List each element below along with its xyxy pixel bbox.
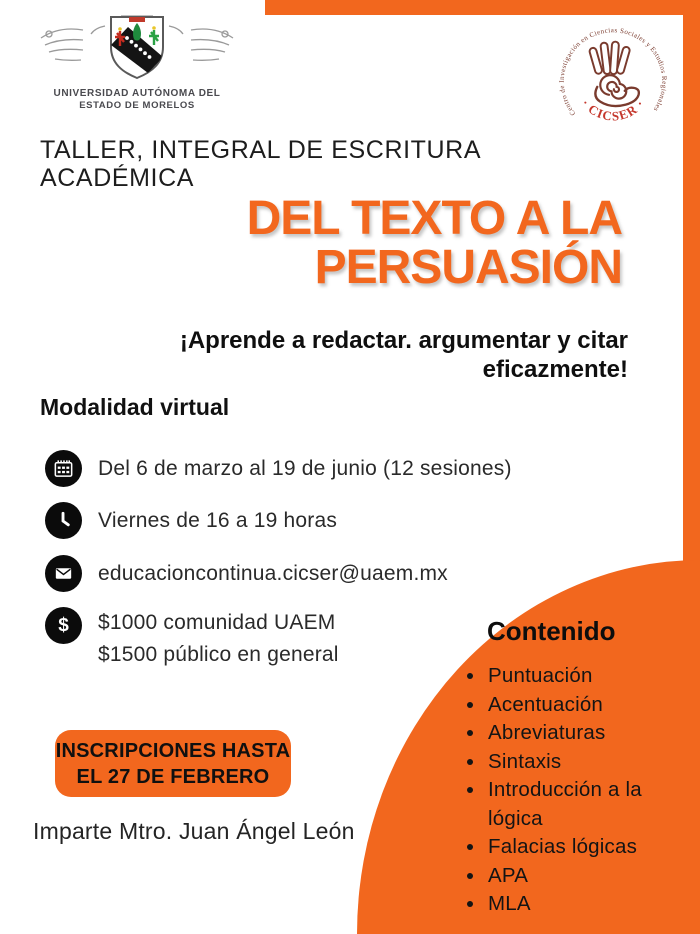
instructor-credit: Imparte Mtro. Juan Ángel León	[33, 818, 355, 844]
info-row-dates	[45, 450, 512, 487]
main-title	[247, 194, 622, 292]
content-heading: Contenido	[487, 616, 616, 646]
main-title-line2: PERSUASIÓN	[314, 241, 622, 294]
cta-line2: EL 27 DE FEBRERO	[76, 765, 270, 788]
info-row-price	[45, 607, 339, 671]
tagline	[180, 326, 628, 384]
price-text	[98, 607, 339, 671]
uaem-name-line1: UNIVERSIDAD AUTÓNOMA DEL	[53, 88, 221, 99]
kicker-line2: ACADÉMICA	[40, 164, 195, 192]
modality-label: Modalidad virtual	[40, 394, 230, 420]
info-row-email	[45, 555, 448, 592]
top-orange-strip	[265, 0, 700, 15]
cicser-ring-text: Centro de Investigación en Ciencias Sociales y Estudios Regionales	[557, 26, 669, 118]
calendar-icon	[45, 450, 82, 487]
content-list	[468, 662, 700, 919]
kicker-line1: TALLER, INTEGRAL DE ESCRITURA	[40, 136, 482, 164]
list-item: • Falacias lógicas	[486, 833, 700, 862]
list-item: • Introducción a la lógica	[486, 776, 700, 833]
svg-text:· CICSER ·	[578, 97, 647, 124]
right-orange-strip	[683, 0, 700, 575]
tagline-line1: ¡Aprende a redactar. argumentar y citar	[179, 327, 628, 354]
list-item: • Acentuación	[486, 691, 700, 720]
tagline-line2: eficazmente!	[482, 356, 628, 383]
list-item: • APA	[486, 862, 700, 891]
list-item: • Abreviaturas	[486, 719, 700, 748]
workshop-kicker	[40, 136, 481, 192]
uaem-name-line2: ESTADO DE MORELOS	[79, 100, 195, 111]
uaem-name	[35, 88, 239, 112]
uaem-crest-icon	[35, 12, 239, 86]
cicser-logo	[552, 20, 674, 142]
info-row-schedule	[45, 502, 337, 539]
hand-spiral-icon	[589, 41, 639, 106]
cicser-acronym: · CICSER ·	[578, 96, 648, 124]
cicser-seal-icon	[552, 20, 674, 142]
cta-line1: INSCRIPCIONES HASTA	[55, 739, 291, 762]
email-text[interactable]: educacioncontinua.cicser@uaem.mx	[98, 561, 448, 585]
uaem-logo	[35, 12, 239, 112]
list-item: • MLA	[486, 890, 700, 919]
main-title-line1: DEL TEXTO A LA	[246, 192, 622, 245]
price-icon	[45, 607, 82, 644]
list-item: • Sintaxis	[486, 748, 700, 777]
cta-button[interactable]	[55, 730, 291, 797]
price-line1: $1000 comunidad UAEM	[98, 611, 336, 634]
dollar-symbol: $	[58, 615, 69, 636]
price-line2: $1500 público en general	[98, 643, 339, 666]
dates-text: Del 6 de marzo al 19 de junio (12 sesiones)	[98, 456, 512, 480]
clock-icon	[45, 502, 82, 539]
schedule-text: Viernes de 16 a 19 horas	[98, 508, 338, 532]
list-item: • Puntuación	[486, 662, 700, 691]
email-icon	[45, 555, 82, 592]
